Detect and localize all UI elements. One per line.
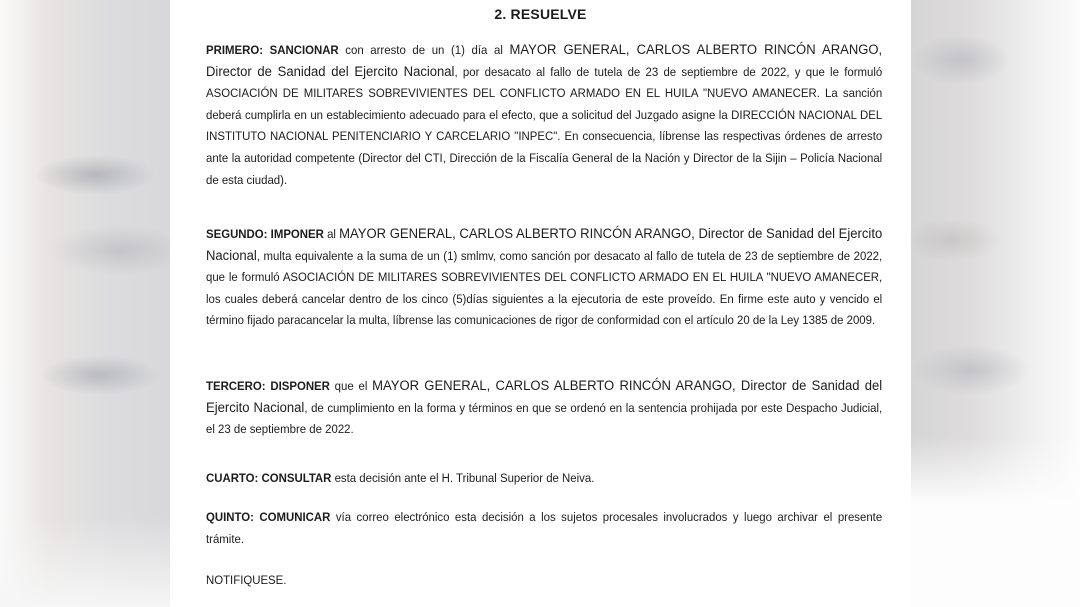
document-page xyxy=(170,0,911,607)
paragraph-text: , de cumplimiento en la forma y términos en que se ordenó en la sentencia prohijada por este Despacho Judicial, el 23 de septiembre de 2022. xyxy=(206,400,883,437)
paragraph-cuarto xyxy=(206,468,882,490)
paragraph-tercero xyxy=(206,376,882,441)
closing-notifiquese xyxy=(206,570,882,592)
paragraph-label: QUINTO: xyxy=(206,510,254,524)
paragraph-subject: MAYOR GENERAL, CARLOS ALBERTO RINCÓN ARANGO, Director de Sanidad del Ejercito Nacional xyxy=(206,42,883,80)
paragraph-verb: COMUNICAR xyxy=(259,510,331,524)
paragraph-label: PRIMERO: xyxy=(206,43,264,57)
paragraph-text: , multa equivalente a la suma de un (1) smlmv, como sanción por desacato al fallo de tutela de 23 de septiembre de 2022, que le formuló ASOCIACIÓN DE MILITARES SOBREVIVIENTES DEL CONFLICTO ARMADO EN EL HUILA "NUEVO AMANECER, los cuales deberá cancelar dentro de los cinco (5)días siguientes a la ejecutoria de este proveído. En firme este auto y vencido el término fijado paracancelar la multa, líbrense las comunicaciones de rigor de conformidad con el artículo 20 de la Ley 1385 de 2009. xyxy=(206,248,883,328)
paragraph-verb: IMPONER xyxy=(270,227,324,241)
paragraph-label: TERCERO: xyxy=(206,379,266,393)
paragraph-text: al xyxy=(323,227,340,241)
blurred-background-left xyxy=(0,0,170,607)
paragraph-label: CUARTO: xyxy=(206,471,259,485)
paragraph-primero xyxy=(206,40,882,191)
paragraph-subject: MAYOR GENERAL, CARLOS ALBERTO RINCÓN ARANGO, Director de Sanidad del Ejercito Nacional xyxy=(206,226,883,264)
paragraph-text: con arresto de un (1) día al xyxy=(338,43,510,57)
paragraph-verb: DISPONER xyxy=(270,379,330,393)
paragraph-text: vía correo electrónico esta decisión a los sujetos procesales involucrados y luego archivar el presente trámite. xyxy=(206,510,883,546)
paragraph-quinto xyxy=(206,507,882,550)
paragraph-verb: CONSULTAR xyxy=(261,471,332,485)
closing-text: NOTIFIQUESE. xyxy=(206,573,287,587)
paragraph-text: esta decisión ante el H. Tribunal Superior de Neiva. xyxy=(331,471,595,485)
paragraph-segundo xyxy=(206,224,882,332)
paragraph-subject: MAYOR GENERAL, CARLOS ALBERTO RINCÓN ARANGO, Director de Sanidad del Ejercito Nacional xyxy=(206,378,883,416)
blurred-background-right xyxy=(911,0,1080,607)
paragraph-label: SEGUNDO: xyxy=(206,227,268,241)
paragraph-text: , por desacato al fallo de tutela de 23 de septiembre de 2022, y que le formuló ASOCIACIÓN DE MILITARES SOBREVIVIENTES DEL CONFLICTO ARMADO EN EL HUILA "NUEVO AMANECER. La sanción deberá cumplirla en un establecimiento adecuado para el efecto, que a solicitud del Juzgado asigne la DIRECCIÓN NACIONAL DEL INSTITUTO NACIONAL PENITENCIARIO Y CARCELARIO "INPEC". En consecuencia, líbrense las respectivas órdenes de arresto ante la autoridad competente (Director del CTI, Dirección de la Fiscalía General de la Nación y Director de la Sijin – Policía Nacional de esta ciudad). xyxy=(206,64,883,187)
section-heading: 2. RESUELVE xyxy=(494,6,587,22)
paragraph-verb: SANCIONAR xyxy=(269,43,339,57)
paragraph-text: que el xyxy=(329,379,373,393)
